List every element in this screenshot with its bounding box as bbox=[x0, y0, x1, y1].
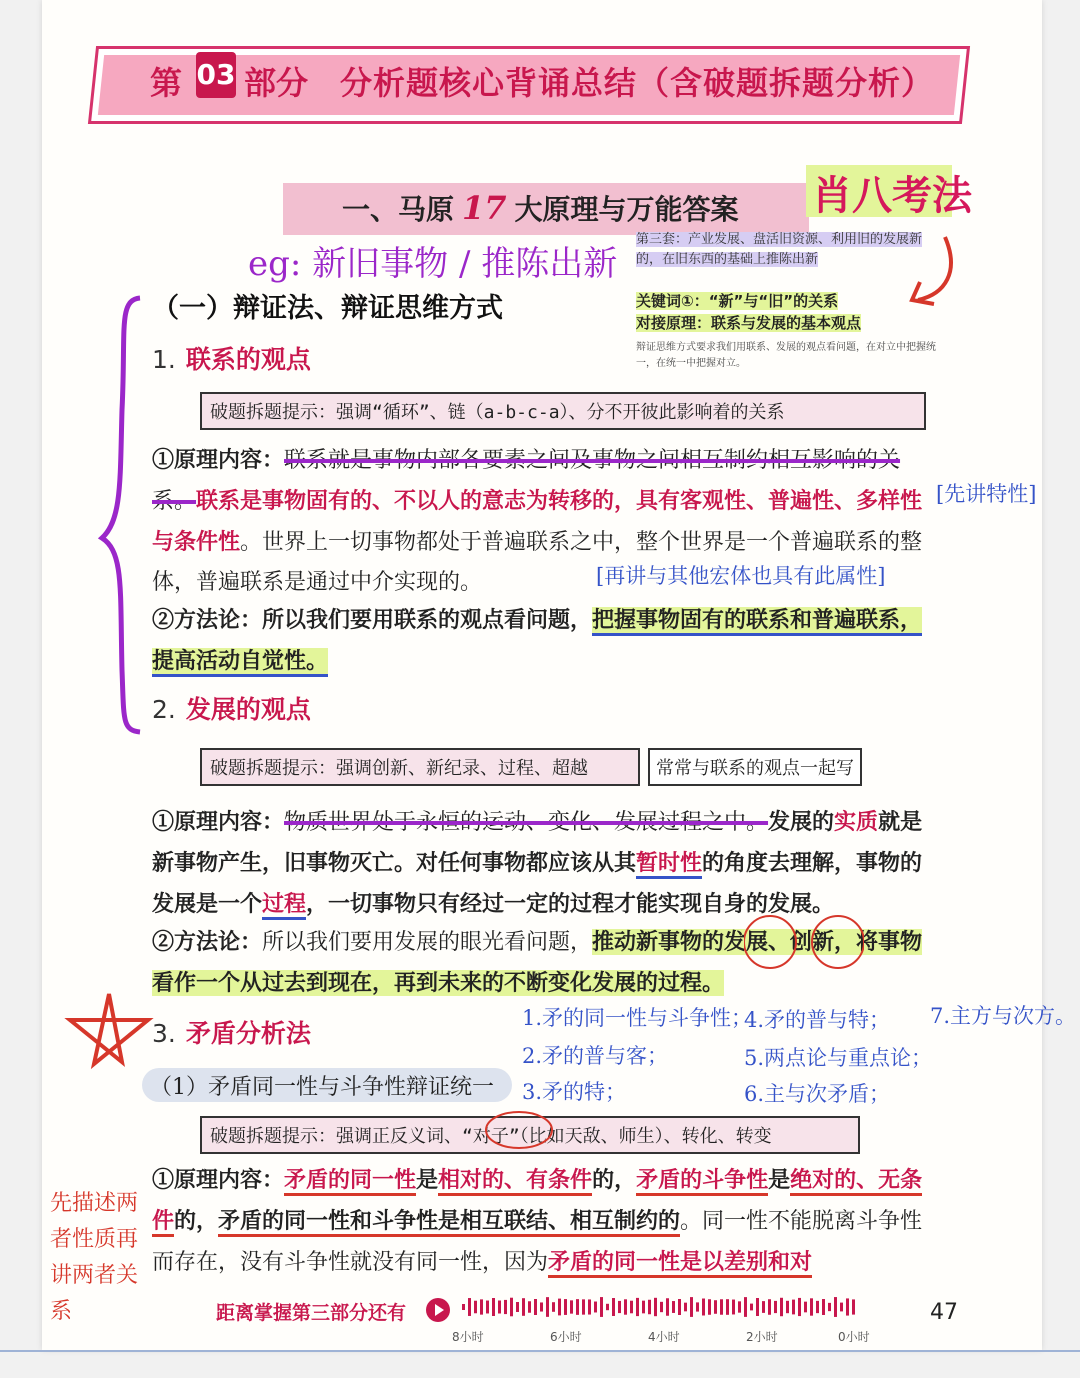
wave-bar bbox=[780, 1298, 783, 1316]
wave-bar bbox=[552, 1302, 555, 1312]
wave-bar bbox=[564, 1299, 567, 1315]
wave-bar bbox=[624, 1299, 627, 1314]
wave-bar bbox=[618, 1301, 621, 1313]
wave-bar bbox=[504, 1300, 507, 1314]
wave-bar bbox=[630, 1301, 633, 1314]
page-number: 47 bbox=[930, 1300, 958, 1325]
wave-bar bbox=[528, 1301, 531, 1312]
circle-pair-icon bbox=[484, 1110, 554, 1150]
wave-bar bbox=[570, 1300, 573, 1313]
wave-bar bbox=[726, 1299, 729, 1315]
wave-bar bbox=[690, 1297, 693, 1317]
wave-bar bbox=[792, 1300, 795, 1315]
play-icon[interactable] bbox=[426, 1298, 450, 1322]
part-suffix: 部分 bbox=[244, 64, 309, 102]
wave-bar bbox=[696, 1302, 699, 1311]
wave-bar bbox=[714, 1300, 717, 1314]
wave-bar bbox=[738, 1301, 741, 1312]
wave-bar bbox=[816, 1301, 819, 1313]
tick-6h: 6小时 bbox=[550, 1330, 582, 1344]
list-item-7: 7.主方与次方。 bbox=[930, 1004, 1077, 1028]
bottom-divider bbox=[0, 1350, 1080, 1352]
wave-bar bbox=[648, 1300, 651, 1314]
wave-bar bbox=[510, 1298, 513, 1317]
note-first: [先讲特性] bbox=[936, 482, 1037, 506]
wave-bar bbox=[558, 1299, 561, 1316]
list-item-5: 5.两点论与重点论； bbox=[744, 1046, 933, 1070]
wave-bar bbox=[540, 1302, 543, 1311]
sidebar-tiny-text: 辩证思维方式要求我们用联系、发展的观点看问题，在对立中把握统一，在统一中把握对立。 bbox=[636, 342, 936, 369]
note-then: [再讲与其他宏体也具有此属性] bbox=[596, 564, 886, 588]
wave-bar bbox=[822, 1299, 825, 1315]
s2-method: ②方法论：所以我们要用发展的眼光看问题，推动新事物的发展、创新，将事物看作一个从过去到现在，再到未来的不断变化发展的过程。 bbox=[152, 929, 923, 996]
wave-bar bbox=[762, 1301, 765, 1313]
wave-bar bbox=[720, 1299, 723, 1314]
wave-bar bbox=[516, 1302, 519, 1312]
wave-bar bbox=[666, 1298, 669, 1315]
wave-bar bbox=[594, 1302, 597, 1313]
wave-bar bbox=[834, 1297, 837, 1317]
bracket-icon bbox=[96, 290, 146, 740]
list-item-4: 4.矛的普与特； bbox=[744, 1008, 891, 1032]
tick-2h: 2小时 bbox=[746, 1330, 778, 1344]
wave-bar bbox=[786, 1301, 789, 1313]
s1-tip-box: 破题拆题提示：强调“循环”、链（a-b-c-a）、分不开彼此影响着的关系 bbox=[200, 392, 926, 430]
wave-bar bbox=[828, 1303, 831, 1311]
wave-bar bbox=[672, 1301, 675, 1313]
wave-bar bbox=[750, 1304, 753, 1311]
s3-heading: 3. 矛盾分析法 bbox=[152, 1019, 311, 1048]
wave-bar bbox=[708, 1299, 711, 1315]
s3-subheading: （1）矛盾同一性与斗争性辩证统一 bbox=[150, 1075, 494, 1100]
part-heading: （一）辩证法、辩证思维方式 bbox=[152, 293, 503, 324]
wave-bar bbox=[474, 1301, 477, 1314]
wave-bar bbox=[768, 1299, 771, 1315]
wave-bar bbox=[846, 1298, 849, 1315]
header-title: 分析题核心背诵总结（含破题拆题分析） bbox=[340, 64, 935, 102]
list-item-1: 1.矛的同一性与斗争性； bbox=[522, 1006, 753, 1030]
wave-bar bbox=[462, 1304, 465, 1310]
part-prefix: 第 bbox=[150, 64, 183, 102]
left-note: 先描述两者性质再讲两者关系 bbox=[50, 1191, 139, 1324]
tick-0h: 0小时 bbox=[838, 1330, 870, 1344]
wave-bar bbox=[732, 1300, 735, 1315]
wave-bar bbox=[702, 1299, 705, 1316]
s1-method: ②方法论：所以我们要用联系的观点看问题，把握事物固有的联系和普遍联系，提高活动自觉性。 bbox=[152, 600, 942, 682]
s3-principle: ①原理内容：矛盾的同一性是相对的、有条件的，矛盾的斗争性是绝对的、无条件的，矛盾的同一性和斗争性是相互联结、相互制约的。同一性不能脱离斗争性而存在，没有斗争性就没有同一性，因为矛盾的同一性是以差别和对 bbox=[152, 1160, 942, 1283]
wave-bar bbox=[546, 1297, 549, 1317]
tick-4h: 4小时 bbox=[648, 1330, 680, 1344]
wave-bar bbox=[492, 1298, 495, 1316]
circle-marks-icon bbox=[744, 912, 864, 972]
wave-bar bbox=[588, 1299, 591, 1314]
list-item-6: 6.主与次矛盾； bbox=[744, 1082, 891, 1106]
s1-principle: ①原理内容：联系就是事物内部各要素之间及事物之间相互制约相互影响的关系。联系是事物固有的、不以人的意志为转移的，具有客观性、普遍性、多样性与条件性。世界上一切事物都处于普遍联系之中，整个世界是一个普遍联系的整体，普遍联系是通过中介实现的。 bbox=[152, 447, 923, 595]
footer-label: 距离掌握第三部分还有 bbox=[216, 1302, 407, 1324]
wave-bar bbox=[498, 1301, 501, 1314]
wave-bar bbox=[756, 1298, 759, 1316]
s2-heading: 2. 发展的观点 bbox=[152, 695, 311, 724]
wave-bar bbox=[684, 1303, 687, 1312]
s1-heading: 1. 联系的观点 bbox=[152, 345, 311, 374]
wave-bar bbox=[798, 1298, 801, 1316]
list-item-3: 3.矛的特； bbox=[522, 1080, 627, 1104]
progress-wave bbox=[462, 1292, 862, 1322]
wave-bar bbox=[468, 1298, 471, 1316]
wave-bar bbox=[600, 1297, 603, 1317]
sidebar-note: 第三套：产业发展、盘活旧资源、利用旧的发展新的，在旧东西的基础上推陈出新 bbox=[636, 232, 923, 267]
s2-principle: ①原理内容：物质世界处于永恒的运动、变化、发展过程之中。发展的实质就是新事物产生，旧事物灭亡。对任何事物都应该从其暂时性的角度去理解，事物的发展是一个过程，一切事物只有经过一定的过程才能实现自身的发展。 bbox=[152, 802, 942, 925]
wave-bar bbox=[654, 1298, 657, 1316]
wave-bar bbox=[642, 1301, 645, 1314]
wave-bar bbox=[606, 1304, 609, 1310]
s2-tip-box: 破题拆题提示：强调创新、新纪录、过程、超越 bbox=[200, 748, 640, 786]
xiaoba-note: 肖八考法 bbox=[812, 172, 972, 219]
tick-8h: 8小时 bbox=[452, 1330, 484, 1344]
wave-bar bbox=[480, 1299, 483, 1314]
wave-bar bbox=[744, 1297, 747, 1317]
wave-bar bbox=[840, 1303, 843, 1312]
keyword-block: 关键词①：“新”与“旧”的关系 对接原理：联系与发展的基本观点 bbox=[636, 292, 862, 332]
wave-bar bbox=[804, 1302, 807, 1313]
section-title: 一、马原 17 大原理与万能答案 bbox=[342, 189, 739, 227]
wave-bar bbox=[486, 1301, 489, 1314]
s3-tip-box: 破题拆题提示：强调正反义词、“对子”（比如天敌、师生）、转化、转变 bbox=[200, 1116, 860, 1154]
s2-tip-side: 常常与联系的观点一起写 bbox=[648, 748, 862, 786]
wave-bar bbox=[852, 1299, 855, 1314]
part-number: 03 bbox=[196, 52, 236, 98]
wave-bar bbox=[522, 1298, 525, 1316]
wave-bar bbox=[660, 1302, 663, 1312]
wave-bar bbox=[810, 1298, 813, 1315]
wave-bar bbox=[774, 1301, 777, 1313]
wave-bar bbox=[678, 1299, 681, 1315]
wave-bar bbox=[636, 1298, 639, 1316]
wave-bar bbox=[582, 1299, 585, 1314]
star-icon bbox=[64, 990, 154, 1074]
eg-note: eg: 新旧事物 / 推陈出新 bbox=[248, 244, 618, 284]
wave-bar bbox=[612, 1298, 615, 1316]
wave-bar bbox=[576, 1299, 579, 1315]
list-item-2: 2.矛的普与客； bbox=[522, 1044, 669, 1068]
wave-bar bbox=[534, 1299, 537, 1315]
